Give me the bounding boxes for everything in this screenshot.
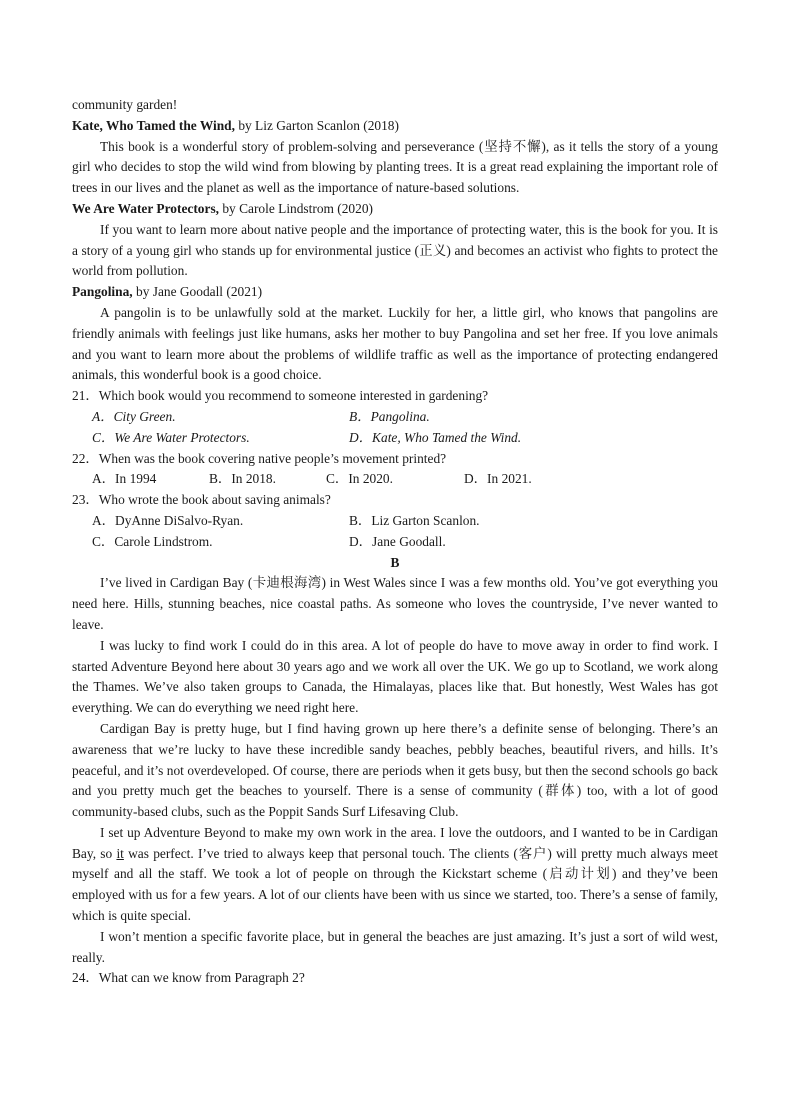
option-d: D．Kate, Who Tamed the Wind. bbox=[349, 429, 522, 445]
book-description: This book is a wonderful story of problem-solving and perseverance (坚持不懈), as it tells the story of a young girl who decides to stop the wild wind from blowing by planting trees. It is a great read explaining the important role of trees in our lives and the planet as well as the importance of nature-based solutions. bbox=[72, 138, 718, 196]
option-a: A．City Green. bbox=[92, 408, 176, 424]
options-23 bbox=[72, 511, 718, 553]
question-24: 24．What can we know from Paragraph 2? bbox=[72, 970, 305, 986]
option-c: C．In 2020. bbox=[326, 471, 393, 487]
option-b: B．In 2018. bbox=[209, 471, 276, 487]
option-a: A．In 1994 bbox=[92, 471, 157, 487]
question-22: 22．When was the book covering native people’s movement printed? bbox=[72, 450, 447, 466]
book-description: If you want to learn more about native people and the importance of protecting water, this is the book for you. It is a story of a young girl who stands up for environmental justice (正义) and becomes an activist who fights to protect the world from pollution. bbox=[72, 221, 718, 279]
intro-tail: community garden! bbox=[72, 97, 178, 112]
book-heading bbox=[72, 282, 718, 303]
exam-page bbox=[72, 95, 718, 989]
option-b: B．Pangolina. bbox=[349, 408, 430, 424]
option-a: A．DyAnne DiSalvo-Ryan. bbox=[92, 512, 244, 528]
option-c: C．We Are Water Protectors. bbox=[92, 429, 250, 445]
option-d: D．In 2021. bbox=[464, 471, 532, 487]
book-byline: by Liz Garton Scanlon (2018) bbox=[234, 117, 399, 133]
passage-paragraph-5: I won’t mention a specific favorite place, but in general the beaches are just amazing. It’s just a sort of wild west, really. bbox=[72, 928, 718, 965]
passage-paragraph-3: Cardigan Bay is pretty huge, but I find having grown up here there’s a definite sense of belonging. There’s an awareness that we’re lucky to have these incredible sandy beaches, pebbly beaches, beautiful rivers, and hills. It’s peaceful, and it’s not overdeveloped. Of course, there are periods when it gets busy, but then the second schools go back and you pretty much get the beaches to yourself. There is a sense of community (群体) too, with a lot of good community-based clubs, such as the Poppit Sands Surf Lifesaving Club. bbox=[72, 720, 718, 820]
section-heading: B bbox=[390, 554, 400, 570]
book-heading bbox=[72, 199, 718, 220]
options-21 bbox=[72, 407, 718, 449]
book-byline: by Jane Goodall (2021) bbox=[132, 284, 263, 300]
book-title: Pangolina, bbox=[72, 284, 133, 300]
book-title: We Are Water Protectors, bbox=[72, 200, 220, 216]
book-heading bbox=[72, 116, 718, 137]
book-byline: by Carole Lindstrom (2020) bbox=[219, 200, 373, 216]
passage-paragraph-2: I was lucky to find work I could do in this area. A lot of people do have to move away in order to find work. I started Adventure Beyond here about 30 years ago and we work all over the UK. We go up to Scotland, we work along the Thames. We’ve also taken groups to Canada, the Himalayas, places like that. But honestly, West Wales has got everything. We can do everything we need right here. bbox=[72, 637, 718, 716]
p4-after: was perfect. I’ve tried to always keep that personal touch. The clients (客户) will pretty much always meet myself and all the staff. We took a lot of people on through the Kickstart scheme (启动计划) and they’ve been employed with us for a few years. A lot of our clients have been with us since we started, too. There’s a sense of family, which is quite special. bbox=[72, 845, 718, 924]
question-23: 23．Who wrote the book about saving animals? bbox=[72, 492, 331, 508]
options-22 bbox=[72, 469, 718, 490]
book-description: A pangolin is to be unlawfully sold at the market. Luckily for her, a little girl, who knows that pangolins are friendly animals with feelings just like humans, asks her mother to buy Pangolina and set her free. If you love animals and you want to learn more about the problems of wildlife traffic as well as the importance of protecting endangered animals, this wonderful book is a good choice. bbox=[72, 304, 718, 383]
question-21: 21．Which book would you recommend to someone interested in gardening? bbox=[72, 388, 489, 404]
passage-paragraph-4 bbox=[72, 823, 718, 927]
option-d: D．Jane Goodall. bbox=[349, 533, 446, 549]
underlined-word: it bbox=[116, 845, 124, 861]
passage-paragraph-1: I’ve lived in Cardigan Bay (卡迪根海湾) in West Wales since I was a few months old. You’ve got everything you need here. Hills, stunning beaches, nice coastal paths. As someone who loves the countryside, I’ve never wanted to leave. bbox=[72, 575, 718, 632]
option-b: B．Liz Garton Scanlon. bbox=[349, 512, 480, 528]
p4-before: I set up Adventure Beyond to make my own work in the area. I love the outdoors, and I wanted to be in Cardigan Bay, so bbox=[72, 824, 718, 861]
book-title: Kate, Who Tamed the Wind, bbox=[72, 117, 235, 133]
option-c: C．Carole Lindstrom. bbox=[92, 533, 213, 549]
